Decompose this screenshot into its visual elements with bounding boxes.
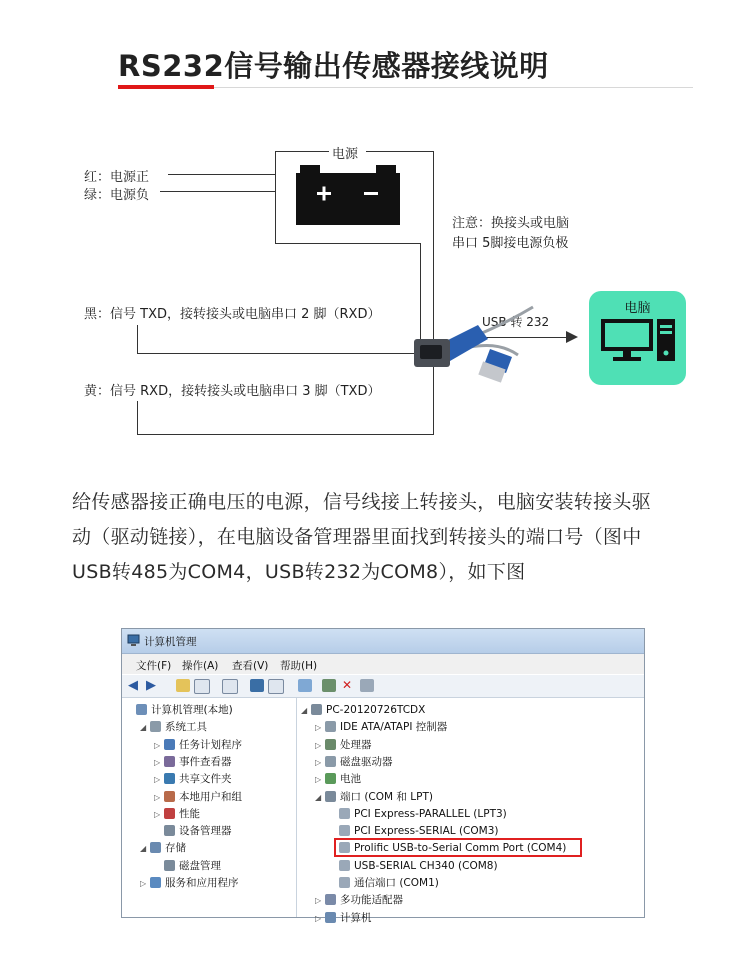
tree-item[interactable] (315, 737, 372, 753)
tree-item[interactable] (154, 737, 242, 753)
tree-item-label: 性能 (179, 807, 200, 820)
tree-node-icon (150, 721, 161, 732)
tree-item[interactable] (154, 823, 232, 839)
red-wire-label: 红：电源正 (84, 170, 150, 185)
tree-item-label: 设备管理器 (179, 825, 232, 838)
tree-node-icon (164, 825, 175, 836)
disable-device-icon[interactable] (360, 679, 374, 692)
tree-item[interactable] (315, 910, 372, 926)
expand-toggle-icon[interactable]: ▷ (315, 896, 322, 906)
tree-item[interactable] (140, 840, 186, 856)
paragraph-line: 给传感器接正确电压的电源，信号线接上转接头，电脑安装转接头驱 (72, 491, 652, 513)
up-folder-icon[interactable] (176, 679, 190, 692)
expand-toggle-icon[interactable]: ▷ (315, 757, 322, 767)
wire-black (137, 353, 420, 354)
desktop-computer-icon (599, 316, 679, 364)
tree-item-label: 存储 (165, 842, 186, 855)
menu-file[interactable]: 文件(F) (136, 660, 172, 672)
tree-item-label: Prolific USB-to-Serial Comm Port (COM4) (354, 842, 567, 855)
properties-icon[interactable] (222, 679, 238, 694)
tree-item-label: 计算机管理(本地) (151, 704, 233, 716)
expand-toggle-icon[interactable]: ▷ (154, 809, 161, 819)
highlight-box (334, 838, 582, 857)
green-wire-label: 绿：电源负 (84, 188, 150, 203)
paragraph-line: 动（驱动链接），在电脑设备管理器里面找到转接头的端口号（图中 (72, 526, 642, 548)
wire (275, 151, 276, 243)
expand-toggle-icon[interactable]: ▷ (154, 757, 161, 767)
wire-black (137, 325, 138, 353)
menu-action[interactable]: 操作(A) (182, 660, 219, 672)
tree-item-label: 系统工具 (165, 721, 207, 734)
tree-node-icon (164, 773, 175, 784)
tree-item-label: PCI Express-PARALLEL (LPT3) (354, 807, 507, 820)
tree-item-label: 事件查看器 (179, 755, 232, 768)
tree-item[interactable] (126, 702, 233, 718)
expand-toggle-icon[interactable]: ◢ (140, 723, 147, 733)
tree-item[interactable] (315, 719, 447, 735)
tree-item-label: 处理器 (340, 738, 372, 751)
tree-item[interactable] (329, 806, 507, 822)
view-icon[interactable] (268, 679, 284, 694)
expand-toggle-icon[interactable]: ▷ (154, 792, 161, 802)
scan-hardware-icon[interactable] (298, 679, 312, 692)
tree-node-icon (339, 877, 350, 888)
tree-item-label: PCI Express-SERIAL (COM3) (354, 825, 499, 838)
tree-item[interactable] (329, 823, 498, 839)
wire (275, 151, 329, 152)
tree-item[interactable] (315, 789, 433, 805)
window-title: 计算机管理 (144, 636, 197, 648)
expand-toggle-icon[interactable]: ▷ (315, 723, 322, 733)
battery-icon (296, 165, 400, 225)
note-line-2: 串口 5脚接电源负极 (452, 236, 569, 251)
tree-node-icon (325, 739, 336, 750)
tree-item[interactable] (154, 789, 242, 805)
expand-toggle-icon[interactable]: ◢ (315, 792, 322, 802)
tree-node-icon (164, 756, 175, 767)
menu-bar (122, 654, 644, 674)
tree-item-label: 服务和应用程序 (165, 877, 239, 889)
tree-item-label: 通信端口 (COM1) (354, 877, 439, 889)
tree-item[interactable] (154, 754, 232, 770)
right-tree-pane (297, 698, 644, 924)
expand-toggle-icon[interactable]: ▷ (315, 775, 322, 785)
tree-item[interactable] (315, 771, 361, 787)
tree-node-icon (150, 842, 161, 853)
tree-node-icon (164, 791, 175, 802)
tree-node-icon (164, 808, 175, 819)
tree-node-icon (325, 791, 336, 802)
tree-item[interactable] (140, 719, 207, 735)
tree-node-icon (325, 721, 336, 732)
tree-item[interactable] (154, 806, 200, 822)
tree-item[interactable] (154, 771, 232, 787)
wire-yellow (137, 401, 138, 435)
tree-node-icon (339, 825, 350, 836)
tree-node-icon (325, 756, 336, 767)
expand-toggle-icon[interactable]: ▷ (315, 740, 322, 750)
computer-management-icon (127, 634, 140, 647)
note-line-1: 注意：换接头或电脑 (452, 216, 570, 231)
uninstall-icon[interactable]: ✕ (342, 678, 353, 692)
back-arrow-icon[interactable]: ◀ (128, 678, 138, 693)
tree-item-label: IDE ATA/ATAPI 控制器 (340, 721, 448, 734)
tree-node-icon (311, 704, 322, 715)
power-label: 电源 (332, 147, 359, 162)
tree-node-icon (339, 860, 350, 871)
expand-toggle-icon[interactable]: ▷ (154, 740, 161, 750)
tree-node-icon (136, 704, 147, 715)
tree-node-icon (164, 860, 175, 871)
tree-item[interactable] (329, 858, 498, 874)
tree-item-label: 电池 (340, 773, 361, 786)
tree-item[interactable] (154, 858, 221, 874)
expand-toggle-icon[interactable]: ◢ (140, 844, 147, 854)
tree-item-label: 共享文件夹 (179, 773, 232, 786)
left-tree-pane (122, 698, 297, 917)
toolbar (122, 675, 644, 698)
tree-item-label: 磁盘管理 (179, 859, 221, 872)
instruction-paragraph (72, 485, 692, 590)
expand-toggle-icon[interactable]: ◢ (301, 706, 308, 715)
menu-help[interactable]: 帮助(H) (280, 660, 318, 672)
wire (275, 243, 421, 244)
tree-item[interactable] (315, 892, 403, 908)
wiring-diagram (0, 0, 750, 460)
tree-item[interactable] (140, 875, 239, 891)
wire-yellow (137, 434, 434, 435)
paragraph-line: USB转485为COM4，USB转232为COM8），如下图 (72, 561, 526, 583)
show-hide-tree-icon[interactable] (194, 679, 210, 694)
tree-item[interactable] (329, 875, 439, 891)
tree-item[interactable] (315, 754, 393, 770)
tree-item-label: 端口 (COM 和 LPT) (340, 790, 433, 803)
yellow-wire-label: 黄：信号 RXD，接转接头或电脑串口 3 脚（TXD） (84, 384, 381, 399)
usb-label: USB 转 232 (482, 315, 550, 329)
tree-item-label: 任务计划程序 (179, 738, 242, 751)
wire-red (168, 174, 276, 175)
update-driver-icon[interactable] (322, 679, 336, 692)
tree-node-icon (164, 739, 175, 750)
expand-toggle-icon[interactable]: ▷ (315, 913, 322, 923)
black-wire-label: 黑：信号 TXD，接转接头或电脑串口 2 脚（RXD） (84, 307, 381, 322)
tree-item-label: 磁盘驱动器 (340, 755, 393, 768)
page-title: RS232信号输出传感器接线说明 (118, 49, 549, 83)
forward-arrow-icon[interactable]: ▶ (146, 678, 156, 693)
computer-management-window (121, 628, 645, 924)
tree-item-label: USB-SERIAL CH340 (COM8) (354, 859, 498, 872)
tree-item-label: 计算机 (340, 911, 372, 924)
expand-toggle-icon[interactable]: ▷ (154, 775, 161, 785)
window-titlebar[interactable] (122, 629, 644, 654)
arrow-head-icon (566, 331, 578, 343)
usb-serial-cable-icon (408, 305, 538, 395)
computer-label: 电脑 (624, 301, 651, 316)
expand-toggle-icon[interactable]: ▷ (140, 879, 147, 888)
tree-node-icon (325, 894, 336, 905)
help-icon[interactable] (250, 679, 264, 692)
tree-item-label: PC-20120726TCDX (326, 704, 426, 716)
tree-node-icon (325, 773, 336, 784)
tree-item[interactable] (301, 702, 425, 718)
tree-node-icon (325, 912, 336, 923)
tree-item-label: 本地用户和组 (179, 790, 242, 803)
tree-item-label: 多功能适配器 (340, 894, 403, 907)
menu-view[interactable]: 查看(V) (232, 660, 269, 672)
wire-green (160, 191, 276, 192)
wire (366, 151, 434, 152)
tree-node-icon (339, 808, 350, 819)
tree-node-icon (150, 877, 161, 888)
